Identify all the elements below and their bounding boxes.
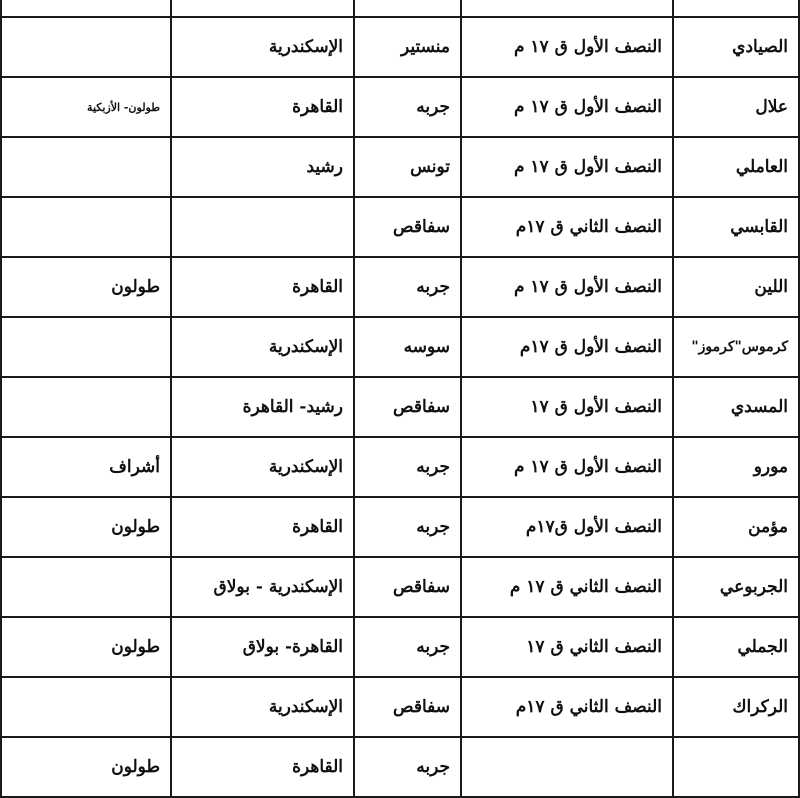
period-cell: النصف الأول ق ١٧ م: [461, 17, 673, 77]
origin-cell: جربه: [354, 617, 461, 677]
district-cell: طولون: [1, 737, 171, 797]
table-row: [1, 317, 799, 377]
city-cell: [171, 197, 354, 257]
period-cell: [461, 737, 673, 797]
origin-cell: جربه: [354, 257, 461, 317]
district-cell: [1, 17, 171, 77]
period-cell: النصف الثاني ق ١٧ م: [461, 557, 673, 617]
district-cell: طولون: [1, 617, 171, 677]
origin-cell: سوسه: [354, 317, 461, 377]
origin-cell: تونس: [354, 137, 461, 197]
district-cell: [1, 377, 171, 437]
period-cell: النصف الأول ق ١٧م: [461, 317, 673, 377]
origin-cell: جربه: [354, 737, 461, 797]
district-cell: أشراف: [1, 437, 171, 497]
origin-cell: سفاقص: [354, 677, 461, 737]
family-name-cell: المسدي: [673, 377, 799, 437]
table-row: [1, 377, 799, 437]
city-cell: رشيد: [171, 137, 354, 197]
family-name-cell: مؤمن: [673, 497, 799, 557]
period-cell: النصف الثاني ق ١٧م: [461, 677, 673, 737]
table-row: [1, 737, 799, 797]
origin-cell: [354, 0, 461, 17]
period-cell: النصف الأول ق ١٧: [461, 377, 673, 437]
district-cell: [1, 677, 171, 737]
family-name-cell: كرموس"كرموز": [673, 317, 799, 377]
origin-cell: جربه: [354, 437, 461, 497]
city-cell: الإسكندرية: [171, 17, 354, 77]
origin-cell: جربه: [354, 497, 461, 557]
city-cell: القاهرة: [171, 77, 354, 137]
table-row: [1, 197, 799, 257]
table-row: [1, 17, 799, 77]
period-cell: النصف الثاني ق ١٧: [461, 617, 673, 677]
period-cell: النصف الأول ق ١٧ م: [461, 437, 673, 497]
district-cell: طولون: [1, 257, 171, 317]
period-cell: [461, 0, 673, 17]
family-name-cell: الجملي: [673, 617, 799, 677]
city-cell: [171, 0, 354, 17]
city-cell: الإسكندرية - بولاق: [171, 557, 354, 617]
origin-cell: سفاقص: [354, 377, 461, 437]
period-cell: النصف الأول ق١٧م: [461, 497, 673, 557]
table-row: [1, 137, 799, 197]
city-cell: القاهرة: [171, 257, 354, 317]
district-cell: [1, 557, 171, 617]
district-cell: [1, 137, 171, 197]
period-cell: النصف الأول ق ١٧ م: [461, 257, 673, 317]
family-name-cell: الركراك: [673, 677, 799, 737]
table-row: [1, 437, 799, 497]
family-name-cell: مورو: [673, 437, 799, 497]
city-cell: الإسكندرية: [171, 677, 354, 737]
district-cell: [1, 197, 171, 257]
family-name-cell: الجربوعي: [673, 557, 799, 617]
city-cell: الإسكندرية: [171, 317, 354, 377]
family-name-cell: علال: [673, 77, 799, 137]
family-name-cell: الصيادي: [673, 17, 799, 77]
table-row: [1, 257, 799, 317]
city-cell: القاهرة: [171, 737, 354, 797]
origin-cell: سفاقص: [354, 197, 461, 257]
period-cell: النصف الأول ق ١٧ م: [461, 137, 673, 197]
city-cell: القاهرة: [171, 497, 354, 557]
family-name-cell: اللين: [673, 257, 799, 317]
table-row: [1, 0, 799, 17]
family-name-cell: القابسي: [673, 197, 799, 257]
city-cell: الإسكندرية: [171, 437, 354, 497]
table-row: [1, 617, 799, 677]
period-cell: النصف الثاني ق ١٧م: [461, 197, 673, 257]
district-cell: [1, 317, 171, 377]
city-cell: رشيد- القاهرة: [171, 377, 354, 437]
city-cell: القاهرة- بولاق: [171, 617, 354, 677]
origin-cell: منستير: [354, 17, 461, 77]
family-name-cell: [673, 737, 799, 797]
table-row: [1, 557, 799, 617]
table-row: [1, 77, 799, 137]
district-cell: طولون: [1, 497, 171, 557]
family-name-cell: [673, 0, 799, 17]
table-body: [1, 0, 799, 797]
period-cell: النصف الأول ق ١٧ م: [461, 77, 673, 137]
district-cell: طولون- الأزبكية: [1, 77, 171, 137]
district-cell: [1, 0, 171, 17]
table-row: [1, 677, 799, 737]
family-name-cell: العاملي: [673, 137, 799, 197]
table-row: [1, 497, 799, 557]
origin-cell: جربه: [354, 77, 461, 137]
origin-cell: سفاقص: [354, 557, 461, 617]
